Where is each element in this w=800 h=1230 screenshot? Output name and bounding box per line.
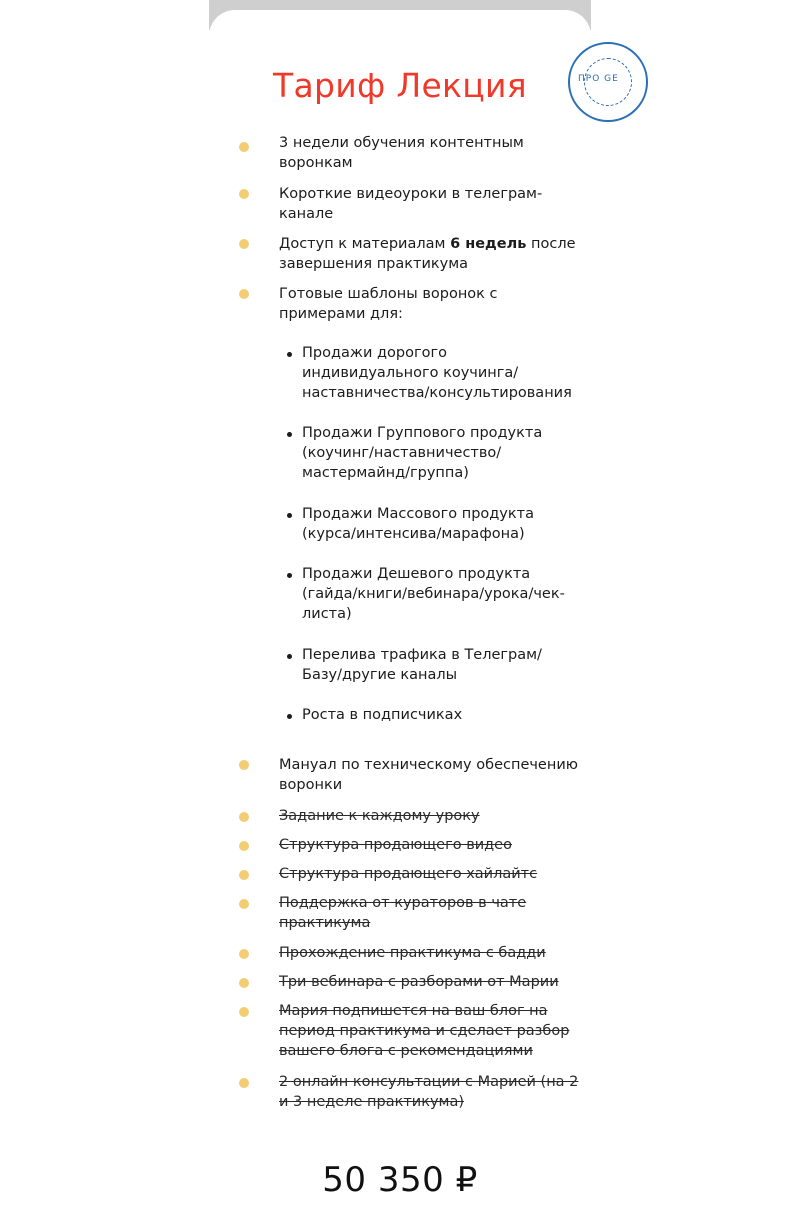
subitem-bullet (287, 352, 292, 357)
subitem-bullet (287, 513, 292, 518)
feature-item: Мануал по техническому обеспечению воронки (279, 757, 578, 793)
template-subitem: Продажи дорогого индивидуального коучинга/наставничества/консультирования (302, 345, 572, 401)
excluded-dot (239, 949, 249, 959)
excluded-item: Прохождение практикума с бадди (279, 945, 546, 961)
excluded-dot (239, 978, 249, 988)
feature-item: 3 недели обучения контентным воронкам (279, 135, 524, 171)
excluded-item: Структура продающего видео (279, 837, 512, 853)
excluded-item: Структура продающего хайлайтс (279, 866, 538, 882)
feature-text: после завершения практикума (279, 236, 576, 272)
subitem-bullet (287, 573, 292, 578)
feature-text: Доступ к материалам (279, 236, 451, 252)
subitem-bullet (287, 654, 292, 659)
subitem-bullet (287, 432, 292, 437)
feature-dot (239, 189, 249, 199)
tariff-title: Тариф Лекция (273, 66, 527, 105)
excluded-item: Три вебинара с разборами от Марии (279, 974, 559, 990)
excluded-dot (239, 1007, 249, 1017)
excluded-dot (239, 841, 249, 851)
template-subitem: Роста в подписчиках (302, 707, 463, 723)
feature-item: Готовые шаблоны воронок с примерами для: (279, 286, 498, 322)
excluded-dot (239, 899, 249, 909)
excluded-dot (239, 1078, 249, 1088)
excluded-item: Мария подпишется на ваш блог на период практикума и сделает разбор вашего блога с рекомендациями (279, 1003, 570, 1059)
feature-dot (239, 289, 249, 299)
excluded-item: Поддержка от кураторов в чате практикума (279, 895, 527, 931)
excluded-dot (239, 812, 249, 822)
feature-dot (239, 760, 249, 770)
price: 50 350 ₽ (322, 1160, 478, 1200)
feature-item: Короткие видеоуроки в телеграм-канале (279, 186, 543, 222)
template-subitem: Продажи Массового продукта (курса/интенсива/марафона) (302, 506, 534, 542)
feature-dot (239, 142, 249, 152)
subitem-bullet (287, 714, 292, 719)
feature-item (279, 234, 579, 274)
feature-dot (239, 239, 249, 249)
template-subitem: Продажи Группового продукта (коучинг/наставничество/мастермайнд/группа) (302, 425, 543, 481)
excluded-item: Задание к каждому уроку (279, 808, 480, 824)
template-subitem: Продажи Дешевого продукта (гайда/книги/вебинара/урока/чек-листа) (302, 566, 565, 622)
excluded-dot (239, 870, 249, 880)
excluded-item: 2 онлайн консультации с Марией (на 2 и 3 неделе практикума) (279, 1074, 579, 1110)
template-subitem: Перелива трафика в Телеграм/Базу/другие каналы (302, 647, 542, 683)
feature-highlight: 6 недель (450, 236, 527, 252)
badge-text: ПРО GE (578, 74, 619, 84)
